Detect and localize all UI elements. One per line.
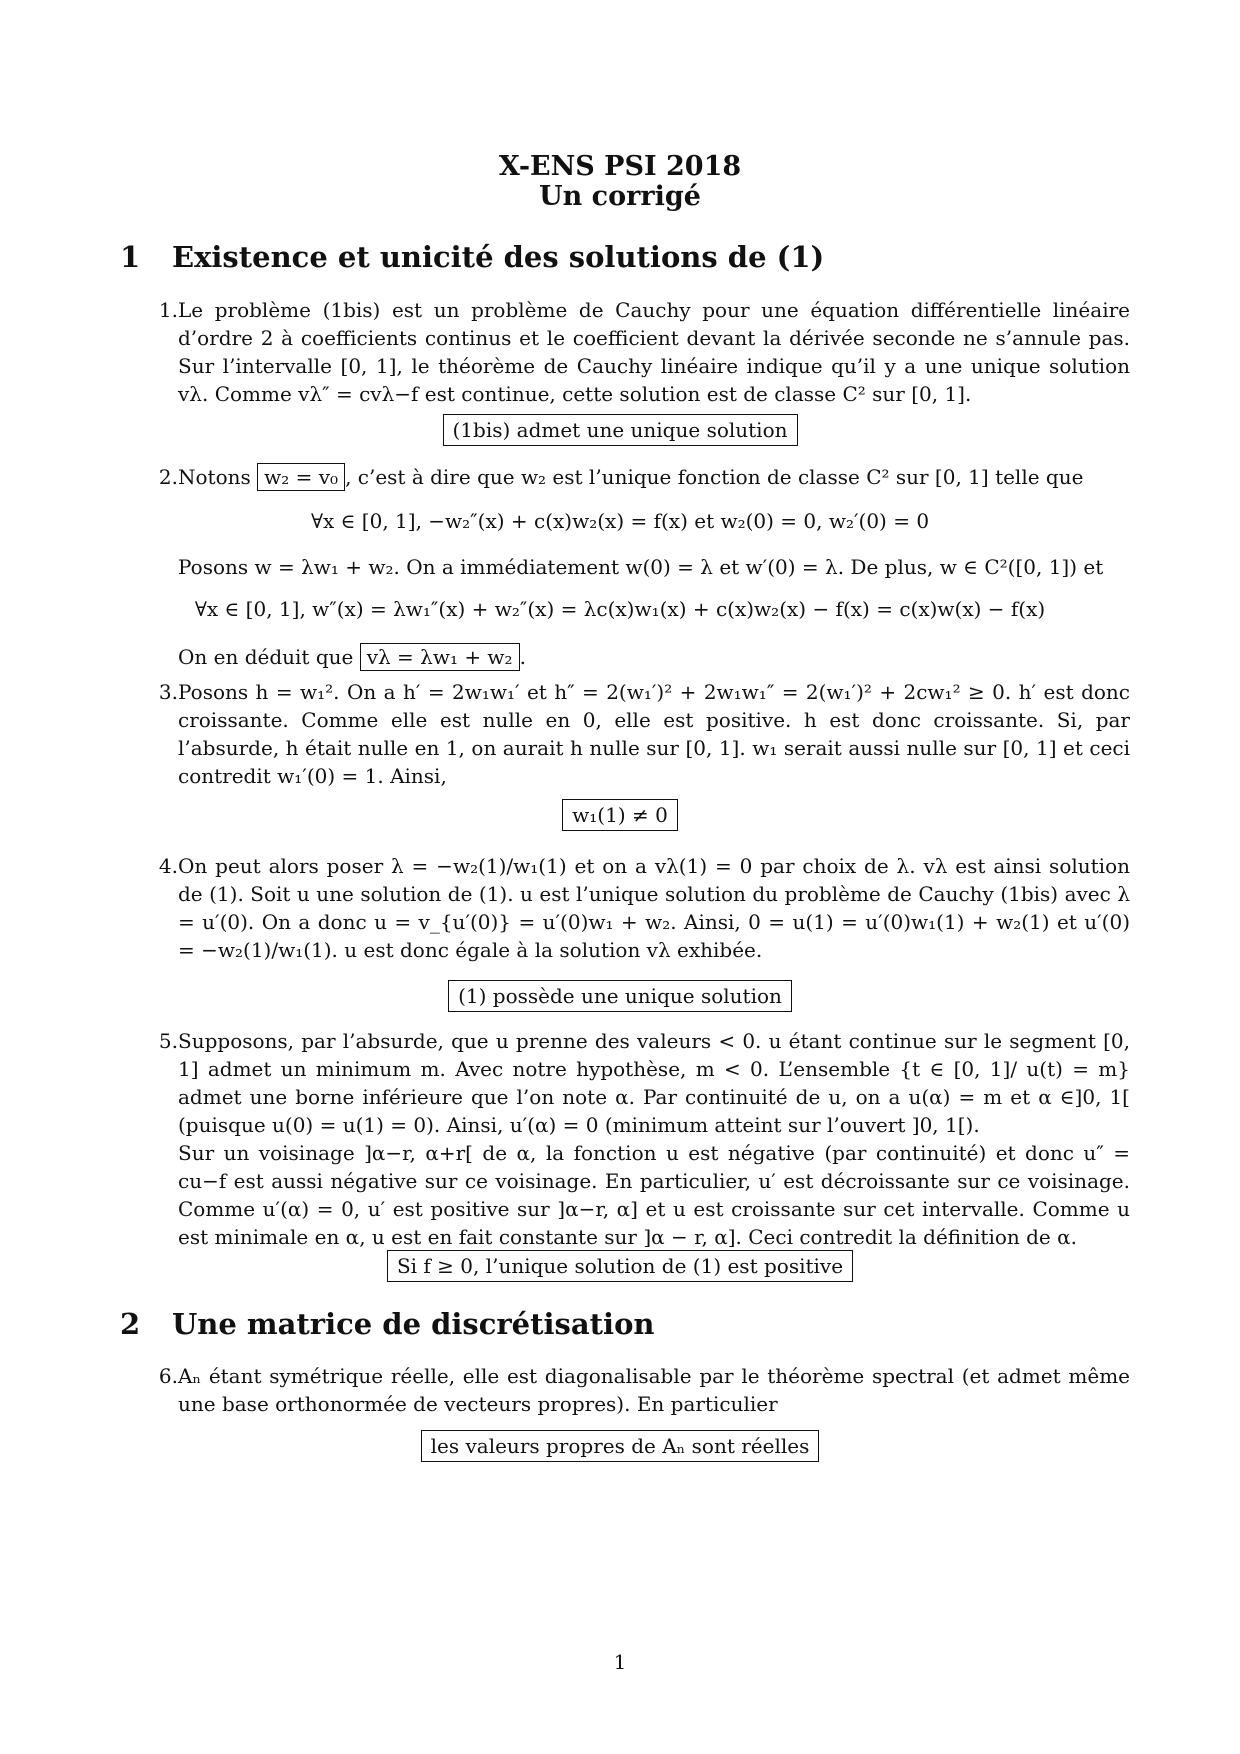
question-6-text: Aₙ étant symétrique réelle, elle est diagonalisable par le théorème spectral (et admet même une base orthonormée de vecteurs propres). En particulier bbox=[178, 1364, 1130, 1416]
page-number: 1 bbox=[613, 1650, 627, 1674]
section-number: 1 bbox=[120, 240, 141, 274]
question-4 bbox=[150, 852, 1130, 964]
question-3 bbox=[150, 678, 1130, 790]
equation-1: ∀x ∈ [0, 1], −w₂″(x) + c(x)w₂(x) = f(x) et w₂(0) = 0, w₂′(0) = 0 bbox=[310, 509, 930, 533]
question-5 bbox=[150, 1027, 1130, 1251]
question-2 bbox=[150, 463, 1130, 491]
question-5-text-2: Sur un voisinage ]α−r, α+r[ de α, la fonction u est négative (par continuité) et donc u″ = cu−f est aussi négative sur ce voisinage. En particulier, u′ est décroissante sur ce voisinage. Comme u′(α) = 0, u′ est positive sur ]α−r, α] et u est croissante sur cet intervalle. Comme u est minimale en α, u est en fait constante sur ]α − r, α]. Ceci contredit la définition de α. bbox=[178, 1141, 1130, 1249]
q2-boxed-definition: w₂ = v₀ bbox=[257, 463, 345, 491]
question-number: 6. bbox=[158, 1364, 178, 1388]
result-3: w₁(1) ≠ 0 bbox=[562, 799, 678, 831]
result-box-3 bbox=[0, 799, 1240, 831]
q2-text-a: Notons bbox=[178, 465, 251, 489]
result-box-4 bbox=[0, 980, 1240, 1012]
question-1-text: Le problème (1bis) est un problème de Cauchy pour une équation différentielle linéaire d’ordre 2 à coefficients continus et le coefficient devant la dérivée seconde ne s’annule pas. Sur l’intervalle [0, 1], le théorème de Cauchy linéaire indique qu’il y a une unique solution vλ. Comme vλ″ = cvλ−f est continue, cette solution est de classe C² sur [0, 1]. bbox=[178, 298, 1130, 406]
result-box-6 bbox=[0, 1430, 1240, 1462]
result-5: Si f ≥ 0, l’unique solution de (1) est positive bbox=[387, 1250, 853, 1282]
section-number: 2 bbox=[120, 1307, 141, 1341]
result-box-5 bbox=[0, 1250, 1240, 1282]
question-number: 1. bbox=[158, 298, 178, 322]
result-box-1 bbox=[0, 414, 1240, 446]
q2-text-b: , c’est à dire que w₂ est l’unique fonction de classe C² sur [0, 1] telle que bbox=[345, 465, 1084, 489]
equation-2: ∀x ∈ [0, 1], w″(x) = λw₁″(x) + w₂″(x) = λc(x)w₁(x) + c(x)w₂(x) − f(x) = c(x)w(x) − f(x) bbox=[194, 597, 1046, 621]
question-3-text: Posons h = w₁². On a h′ = 2w₁w₁′ et h″ = 2(w₁′)² + 2w₁w₁″ = 2(w₁′)² + 2cw₁² ≥ 0. h′ est donc croissante. Comme elle est nulle en 0, elle est positive. h est donc croissante. Si, par l’absurde, h était nulle en 1, on aurait h nulle sur [0, 1]. w₁ serait aussi nulle sur [0, 1] et ceci contredit w₁′(0) = 1. Ainsi, bbox=[178, 680, 1130, 788]
question-number: 4. bbox=[158, 854, 178, 878]
result-4: (1) possède une unique solution bbox=[448, 980, 792, 1012]
q2-boxed-result: vλ = λw₁ + w₂ bbox=[360, 643, 520, 671]
section-title: Existence et unicité des solutions de (1) bbox=[172, 240, 825, 274]
question-5-text-1: Supposons, par l’absurde, que u prenne des valeurs < 0. u étant continue sur le segment [0, 1] admet un minimum m. Avec notre hypothèse, m < 0. L’ensemble {t ∈ [0, 1]/ u(t) = m} admet une borne inférieure que l’on note α. Par continuité de u, on a u(α) = m et α ∈]0, 1[ (puisque u(0) = u(1) = 0). Ainsi, u′(α) = 0 (minimum atteint sur l’ouvert ]0, 1[). bbox=[178, 1029, 1130, 1137]
question-number: 2. bbox=[158, 465, 178, 489]
question-4-text: On peut alors poser λ = −w₂(1)/w₁(1) et on a vλ(1) = 0 par choix de λ. vλ est ainsi solution de (1). Soit u une solution de (1). u est l’unique solution du problème de Cauchy (1bis) avec λ = u′(0). On a donc u = v_{u′(0)} = u′(0)w₁ + w₂. Ainsi, 0 = u(1) = u′(0)w₁(1) + w₂(1) et u′(0) = −w₂(1)/w₁(1). u est donc égale à la solution vλ exhibée. bbox=[178, 854, 1130, 962]
question-2-conclusion bbox=[150, 643, 1130, 671]
doc-subtitle: Un corrigé bbox=[539, 181, 701, 212]
doc-title: X-ENS PSI 2018 bbox=[498, 151, 742, 182]
question-number: 3. bbox=[158, 680, 178, 704]
result-6: les valeurs propres de Aₙ sont réelles bbox=[421, 1430, 820, 1462]
q2-text-d: On en déduit que bbox=[178, 645, 354, 669]
question-2-cont bbox=[150, 553, 1130, 581]
section-title: Une matrice de discrétisation bbox=[172, 1307, 655, 1341]
section-1-heading bbox=[120, 240, 824, 274]
q2-text-c: Posons w = λw₁ + w₂. On a immédiatement w(0) = λ et w′(0) = λ. De plus, w ∈ C²([0, 1]) et bbox=[178, 555, 1104, 579]
question-number: 5. bbox=[158, 1029, 178, 1053]
section-2-heading bbox=[120, 1307, 655, 1341]
question-6 bbox=[150, 1362, 1130, 1418]
question-1 bbox=[150, 296, 1130, 408]
result-1: (1bis) admet une unique solution bbox=[443, 414, 798, 446]
q2-text-e: . bbox=[519, 645, 526, 669]
